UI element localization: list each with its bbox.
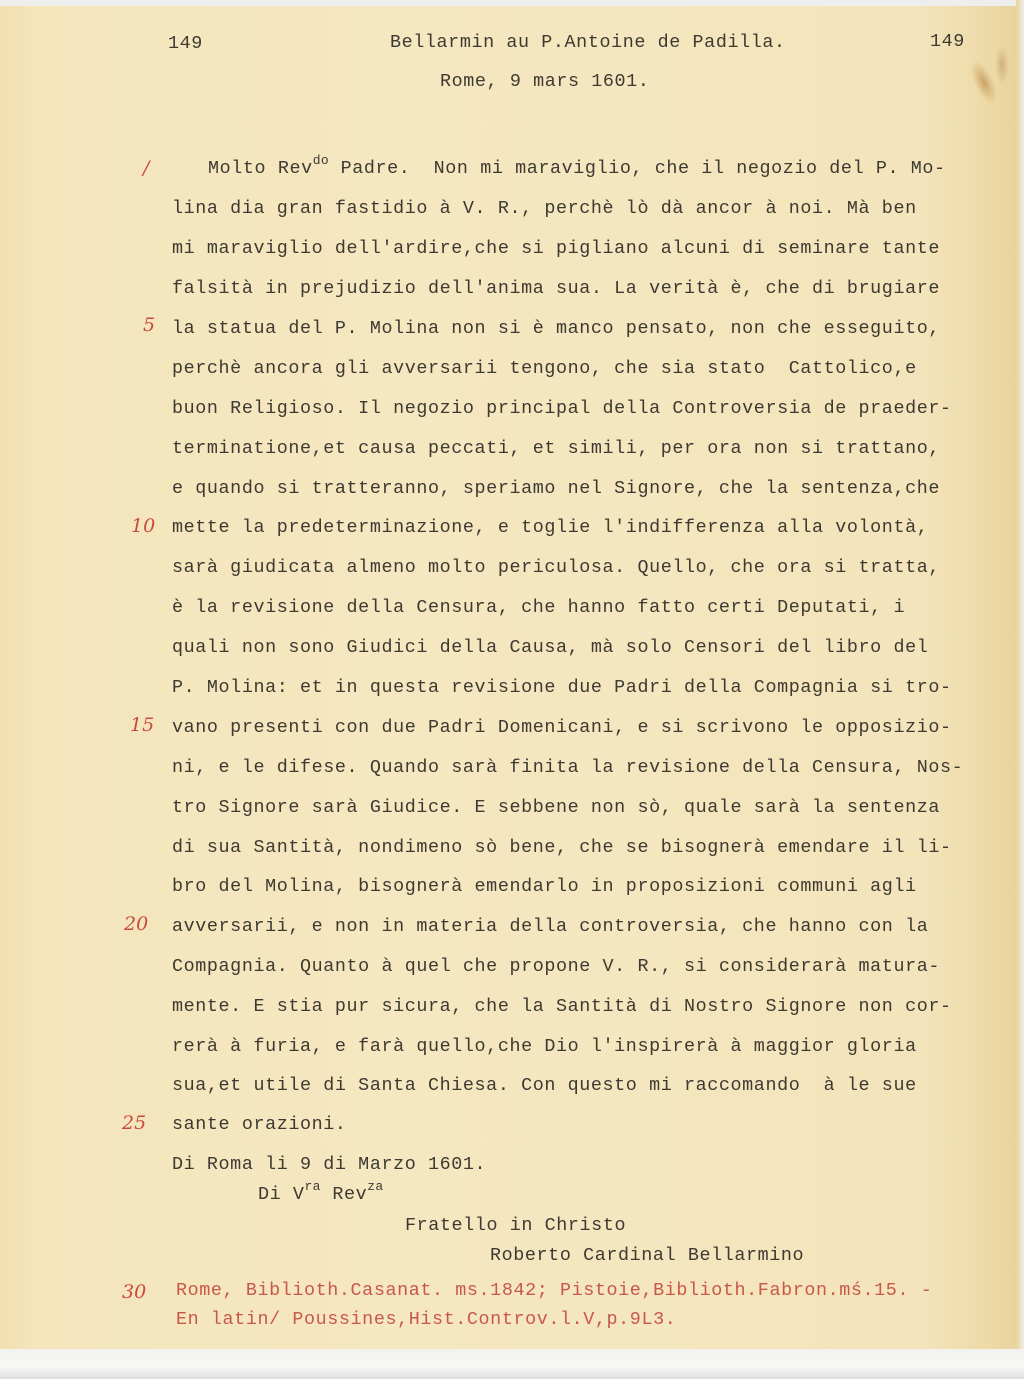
margin-number: / [143, 157, 150, 179]
letter-line: mente. E stia pur sicura, che la Santità di Nostro Signore non cor- [172, 996, 952, 1017]
letter-line: mette la predeterminazione, e toglie l'indifferenza alla volontà, [172, 517, 929, 538]
letter-line: sante orazioni. [172, 1114, 347, 1135]
dateline: Rome, 9 mars 1601. [440, 71, 650, 92]
letter-line: Compagnia. Quanto à quel che propone V. R., si considerarà matura- [172, 956, 940, 977]
page-edge-shadow [1016, 0, 1024, 1349]
closing-rev: Rev [320, 1184, 368, 1205]
margin-number: 30 [122, 1281, 147, 1303]
superscript: do [312, 153, 329, 168]
letter-line: falsità in prejudizio dell'anima sua. La verità è, che di brugiare [172, 278, 940, 299]
closing-fratello: Fratello in Christo [405, 1215, 627, 1236]
scan-background [0, 1349, 1024, 1379]
letter-line: tro Signore sarà Giudice. E sebbene non sò, quale sarà la sentenza [172, 797, 940, 818]
footnote-line: En latin/ Poussines,Hist.Controv.l.V,p.9L3. [176, 1309, 677, 1330]
superscript: za [367, 1179, 384, 1194]
letter-title: Bellarmin au P.Antoine de Padilla. [390, 32, 786, 53]
letter-line: sarà giudicata almeno molto periculosa. Quello, che ora si tratta, [172, 557, 940, 578]
letter-line: mi maraviglio dell'ardire,che si pigliano alcuni di seminare tante [172, 238, 940, 259]
closing-di: Di V [258, 1184, 305, 1205]
letter-line: buon Religioso. Il negozio principal della Controversia de praeder- [172, 398, 952, 419]
letter-line: bro del Molina, bisognerà emendarlo in proposizioni communi agli [172, 876, 917, 897]
letter-line: avversarii, e non in materia della controversia, che hanno con la [172, 916, 929, 937]
salutation-text: Molto Rev [208, 158, 313, 179]
letter-line: perchè ancora gli avversarii tengono, che sia stato Cattolico,e [172, 358, 917, 379]
margin-number: 10 [131, 515, 156, 537]
page-number-right: 149 [930, 31, 965, 52]
superscript: ra [304, 1179, 321, 1194]
letter-line: vano presenti con due Padri Domenicani, e si scrivono le opposizio- [172, 717, 952, 738]
letter-line: è la revisione della Censura, che hanno fatto certi Deputati, i [172, 597, 906, 618]
letter-line: P. Molina: et in questa revisione due Padri della Compagnia si tro- [172, 677, 952, 698]
footnote-line: Rome, Biblioth.Casanat. ms.1842; Pistoie,Biblioth.Fabron.mś.15. - [176, 1280, 933, 1301]
closing-date: Di Roma li 9 di Marzo 1601. [172, 1154, 487, 1175]
margin-number: 15 [130, 714, 155, 736]
letter-line: di sua Santità, nondimeno sò bene, che se bisognerà emendare il li- [172, 837, 952, 858]
letter-line: terminatione,et causa peccati, et simili, per ora non si trattano, [172, 438, 940, 459]
letter-line: la statua del P. Molina non si è manco pensato, non che esseguito, [172, 318, 940, 339]
page-number-left: 149 [168, 33, 203, 54]
paper-stain [995, 45, 1009, 85]
closing-address [258, 1179, 384, 1205]
margin-number: 20 [124, 913, 149, 935]
letter-line: rerà à furia, e farà quello,che Dio l'inspirerà à maggior gloria [172, 1036, 917, 1057]
signature: Roberto Cardinal Bellarmino [490, 1245, 805, 1266]
salutation-continuation: Padre. Non mi maraviglio, che il negozio del P. Mo- [328, 158, 946, 179]
letter-line: lina dia gran fastidio à V. R., perchè lò dà ancor à noi. Mà ben [172, 198, 917, 219]
letter-line: ni, e le difese. Quando sarà finita la revisione della Censura, Nos- [172, 757, 964, 778]
letter-line: quali non sono Giudici della Causa, mà solo Censori del libro del [172, 637, 929, 658]
letter-line: sua,et utile di Santa Chiesa. Con questo mi raccomando à le sue [172, 1075, 917, 1096]
margin-number: 25 [122, 1112, 147, 1134]
margin-number: 5 [143, 314, 156, 336]
letter-line: e quando si tratteranno, speriamo nel Signore, che la sentenza,che [172, 478, 940, 499]
letter-salutation-line [208, 153, 946, 179]
